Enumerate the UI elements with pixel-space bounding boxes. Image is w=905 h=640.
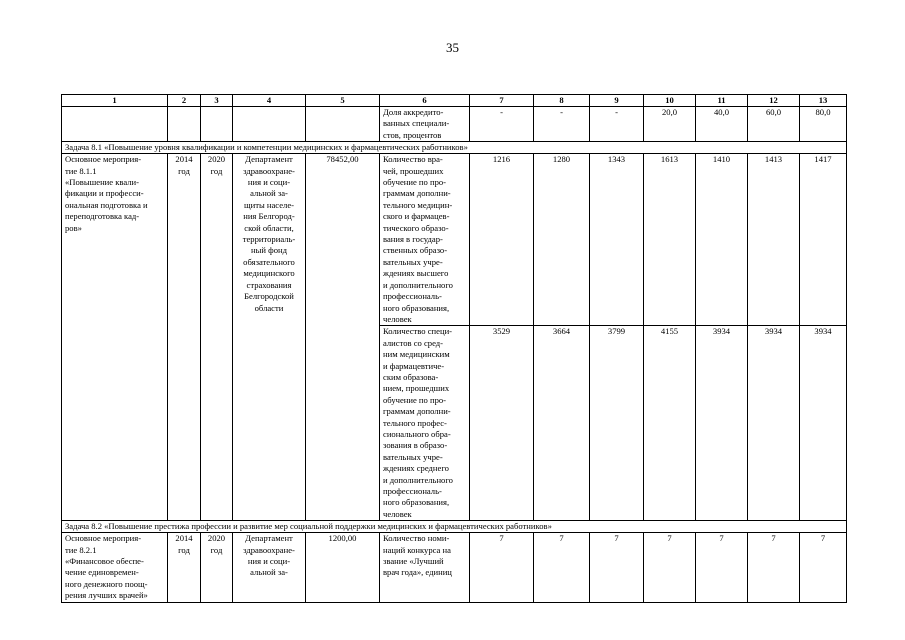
table-row-measure-8-1-1 [62,154,847,326]
value-cell: 7 [470,533,534,602]
value-cell: 1280 [534,154,590,326]
task-row-8-1 [62,142,847,154]
page-number: 35 [446,40,459,55]
value-cell: 20,0 [644,107,696,142]
value-cell: 7 [590,533,644,602]
measure-name: Основное мероприя- тие 8.1.1 «Повышение квали- фикации и професси- ональная подготовка и переподготовка кад- ров» [62,154,168,521]
value-cell: - [470,107,534,142]
table-row-accreditation [62,107,847,142]
start-year: 2014 год [168,154,201,521]
value-cell: 7 [800,533,847,602]
value-cell: 40,0 [696,107,748,142]
value-cell: 1417 [800,154,847,326]
task-row-8-2 [62,521,847,533]
header-cell: 4 [233,95,306,107]
header-cell: 13 [800,95,847,107]
value-cell: 1410 [696,154,748,326]
header-cell: 11 [696,95,748,107]
header-cell: 7 [470,95,534,107]
value-cell: 7 [644,533,696,602]
table-header-row [62,95,847,107]
header-cell: 10 [644,95,696,107]
header-cell: 5 [306,95,380,107]
task-title: Задача 8.2 «Повышение престижа профессии и развитие мер социальной поддержки медицинских и фармацевтических работников» [62,521,847,533]
header-cell: 3 [201,95,233,107]
header-cell: 9 [590,95,644,107]
value-cell: - [590,107,644,142]
value-cell: - [534,107,590,142]
value-cell: 1216 [470,154,534,326]
header-cell: 2 [168,95,201,107]
value-cell: 1413 [748,154,800,326]
end-year: 2020 год [201,154,233,521]
end-year: 2020 год [201,533,233,602]
header-cell: 6 [380,95,470,107]
table-row-measure-8-2-1 [62,533,847,602]
value-cell: 7 [696,533,748,602]
task-title: Задача 8.1 «Повышение уровня квалификации и компетенции медицинских и фармацевтических работников» [62,142,847,154]
indicator-text: Количество специ- алистов со сред- ним медицинским и фармацевтиче- ским образова- нием, прошедших обучение по про- граммам дополни- тельного профес- сионального обра- зования в образо- вательных учре- ждениях среднего и дополнительного профессиональ- ного образования, человек [380,326,470,521]
header-cell: 12 [748,95,800,107]
value-cell: 3934 [748,326,800,521]
header-cell: 1 [62,95,168,107]
value-cell: 3934 [696,326,748,521]
indicator-text: Количество номи- наций конкурса на звание «Лучший врач года», единиц [380,533,470,602]
executor: Департамент здравоохране- ния и соци- альной за- щиты населе- ния Белгород- ской области, территориаль- ный фонд обязательного медицинского страхования Белгородской области [233,154,306,521]
value-cell: 7 [748,533,800,602]
funding: 1200,00 [306,533,380,602]
value-cell: 3934 [800,326,847,521]
value-cell: 60,0 [748,107,800,142]
value-cell: 3664 [534,326,590,521]
value-cell: 3799 [590,326,644,521]
value-cell: 80,0 [800,107,847,142]
funding: 78452,00 [306,154,380,521]
header-cell: 8 [534,95,590,107]
value-cell: 3529 [470,326,534,521]
value-cell: 1343 [590,154,644,326]
measure-name: Основное мероприя- тие 8.2.1 «Финансовое обеспе- чение единовремен- ного денежного поощ- рения лучших врачей» [62,533,168,602]
program-table [61,94,847,603]
indicator-text: Количество вра- чей, прошедших обучение по про- граммам дополни- тельного медицин- ского и фармацев- тического образо- вания в государ- ственных образо- вательных учре- ждениях высшего и дополнительного профессиональ- ного образования, человек [380,154,470,326]
value-cell: 7 [534,533,590,602]
executor: Департамент здравоохране- ния и соци- альной за- [233,533,306,602]
value-cell: 4155 [644,326,696,521]
indicator-text: Доля аккредито- ванных специали- стов, процентов [380,107,470,142]
start-year: 2014 год [168,533,201,602]
value-cell: 1613 [644,154,696,326]
